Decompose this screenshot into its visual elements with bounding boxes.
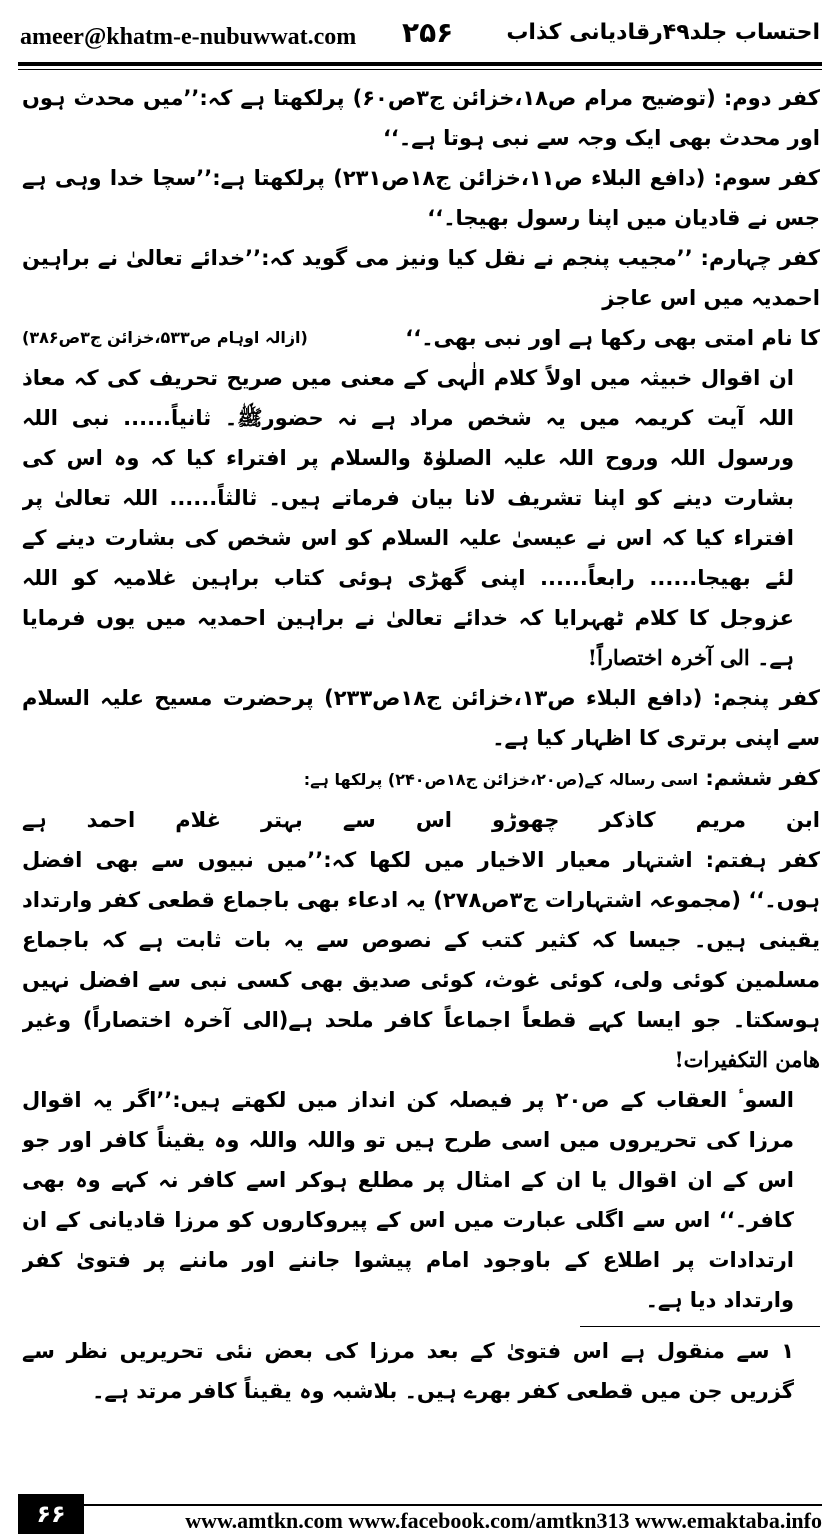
poem-word: کاذکر: [599, 808, 656, 832]
header-rule-thick: [18, 62, 822, 66]
paragraph-kufr-4: [22, 238, 820, 318]
kufr-4-text: ’’مجیب پنجم نے نقل کیا ونیز می گوید کہ:’’خدائے تعالیٰ نے براہین احمدیہ میں اس عاجز: [22, 246, 820, 310]
kufr-4-tail: کا نام امتی بھی رکھا ہے اور نبی بھی۔‘‘: [405, 326, 820, 350]
footnote: [22, 1331, 820, 1411]
kufr-4-ref-line: [22, 318, 820, 358]
poem-word: ابن: [786, 808, 820, 832]
poem-word: غلام: [175, 808, 221, 832]
paragraph-kufr-3: [22, 158, 820, 238]
kufr-5-label: کفر پنجم:: [712, 686, 820, 710]
page-footer: [18, 1494, 822, 1534]
poem-word: مریم: [695, 808, 746, 832]
kufr-7-label: کفر ہفتم:: [705, 848, 820, 872]
poem-word: چھوڑو: [492, 808, 560, 832]
footnote-rule: [580, 1326, 820, 1327]
paragraph-su-al-iqab: [22, 1080, 820, 1320]
paragraph-kufr-6: [22, 758, 820, 800]
paragraph-kufr-2: [22, 78, 820, 158]
kufr-4-label: کفر چہارم:: [700, 246, 820, 270]
footer-rule: [84, 1504, 822, 1506]
commentary-text: ان اقوال خبیثہ میں اولاً کلام الٰہی کے معنی میں صریح تحریف کی کہ معاذ اللہ آیت کریمہ میں یہ شخص مراد ہے نہ حضورﷺ۔ ثانیاً...... نبی اللہ ورسول اللہ وروح اللہ علیہ الصلوٰۃ والسلام پر افتراء کیا کہ وہ اس کی بشارت دینے کو اپنا تشریف لانا بیان فرماتے ہیں۔ ثالثاً...... اللہ تعالیٰ پر افتراء کیا کہ اس نے عیسیٰ علیہ السلام کو اس شخص کی بشارت دینے کے لئے بھیجا...... رابعاً...... اپنی گھڑی ہوئی کتاب براہین غلامیہ کو اللہ عزوجل کا کلام ٹھہرایا کہ خدائے تعالیٰ نے براہین احمدیہ میں یوں فرمایا ہے۔: [22, 366, 794, 670]
poem-word: سے: [342, 808, 376, 832]
kufr-2-label: کفر دوم:: [723, 86, 820, 110]
footnote-text: سے منقول ہے اس فتویٰ کے بعد مرزا کی بعض نئی تحریریں نظر سے گزریں جن میں قطعی کفر بھرے ہیں۔ بلاشبہ وہ یقیناً کافر مرتد ہے۔: [22, 1339, 794, 1403]
paragraph-kufr-7: [22, 840, 820, 1080]
poem-word: احمد: [86, 808, 136, 832]
commentary-arabic: الی آخرہ اختصاراً!: [587, 645, 750, 670]
header-email: ameer@khatm-e-nubuwwat.com: [20, 24, 357, 50]
kufr-3-text: (دافع البلاء ص۱۱،خزائن ج۱۸ص۲۳۱) پرلکھتا ہے:’’سچا خدا وہی ہے جس نے قادیان میں اپنا رسول بھیجا۔‘‘: [22, 166, 820, 230]
su-al-iqab-text: السوٴ العقاب کے ص۲۰ پر فیصلہ کن انداز میں لکھتے ہیں:’’اگر یہ اقوال مرزا کی تحریروں میں اسی طرح ہیں تو واللہ واللہ وہ یقیناً کافر اور جو اس کے ان اقوال یا ان کے امثال پر مطلع ہوکر اسے کافر نہ کہے وہ بھی کافر۔‘‘ اس سے اگلی عبارت میں اس کے پیروکاروں کو مرزا قادیانی کے ان ارتدادات پر اطلاع کے باوجود امام پیشوا جاننے اور ماننے پر فتویٰ کفر وارتداد دیا ہے۔: [22, 1088, 794, 1312]
kufr-4-citation: (ازالہ اوہام ص۵۳۳،خزائن ج۳ص۳۸۶): [22, 328, 308, 347]
header-page-number: ۲۵۶: [402, 16, 454, 49]
footnote-marker: ۱: [781, 1339, 795, 1363]
kufr-5-text: (دافع البلاء ص۱۳،خزائن ج۱۸ص۲۳۳) پرحضرت مسیح علیہ السلام سے اپنی برتری کا اظہار کیا ہے۔: [22, 686, 820, 750]
footer-page-number: ۶۶: [18, 1494, 84, 1534]
kufr-3-label: کفر سوم:: [713, 166, 820, 190]
kufr-2-text: (توضیح مرام ص۱۸،خزائن ج۳ص۶۰) پرلکھتا ہے کہ:’’میں محدث ہوں اور محدث بھی ایک وجہ سے نبی ہوتا ہے۔‘‘: [22, 86, 820, 150]
kufr-6-text: اسی رسالہ کے(ص۲۰،خزائن ج۱۸ص۲۴۰) پرلکھا ہے:: [303, 770, 699, 789]
header-book-title: احتساب جلد۴۹رقادیانی کذاب: [506, 20, 820, 45]
poem-word: بہتر: [260, 808, 303, 832]
poem-word: ہے: [22, 808, 47, 832]
body-text: [22, 78, 820, 1458]
kufr-6-label: کفر ششم:: [705, 766, 820, 790]
kufr-7-text: اشتہار معیار الاخیار میں لکھا کہ:’’میں نبیوں سے بھی افضل ہوں۔‘‘ (مجموعہ اشتہارات ج۳ص۲۷۸) یہ ادعاء بھی باجماع قطعی کفر وارتداد یقینی ہیں۔ جیسا کہ کثیر کتب کے نصوص سے یہ بات ثابت ہے کہ باجماع مسلمین کوئی ولی، کوئی غوث، کوئی صدیق بھی کسی نبی سے افضل نہیں ہوسکتا۔ جو ایسا کہے قطعاً اجماعاً کافر ملحد ہے(الی آخرہ اختصاراً) وغیر: [22, 848, 820, 1032]
paragraph-commentary: [22, 358, 820, 678]
poem-word: اس: [415, 808, 452, 832]
kufr-7-arabic: ھامن التکفیرات!: [674, 1047, 820, 1072]
footer-websites: www.amtkn.com www.facebook.com/amtkn313 www.emaktaba.info: [185, 1508, 822, 1533]
page-header: [20, 14, 820, 54]
header-rule-thin: [18, 69, 822, 70]
poem-line: [22, 800, 820, 840]
paragraph-kufr-5: [22, 678, 820, 758]
